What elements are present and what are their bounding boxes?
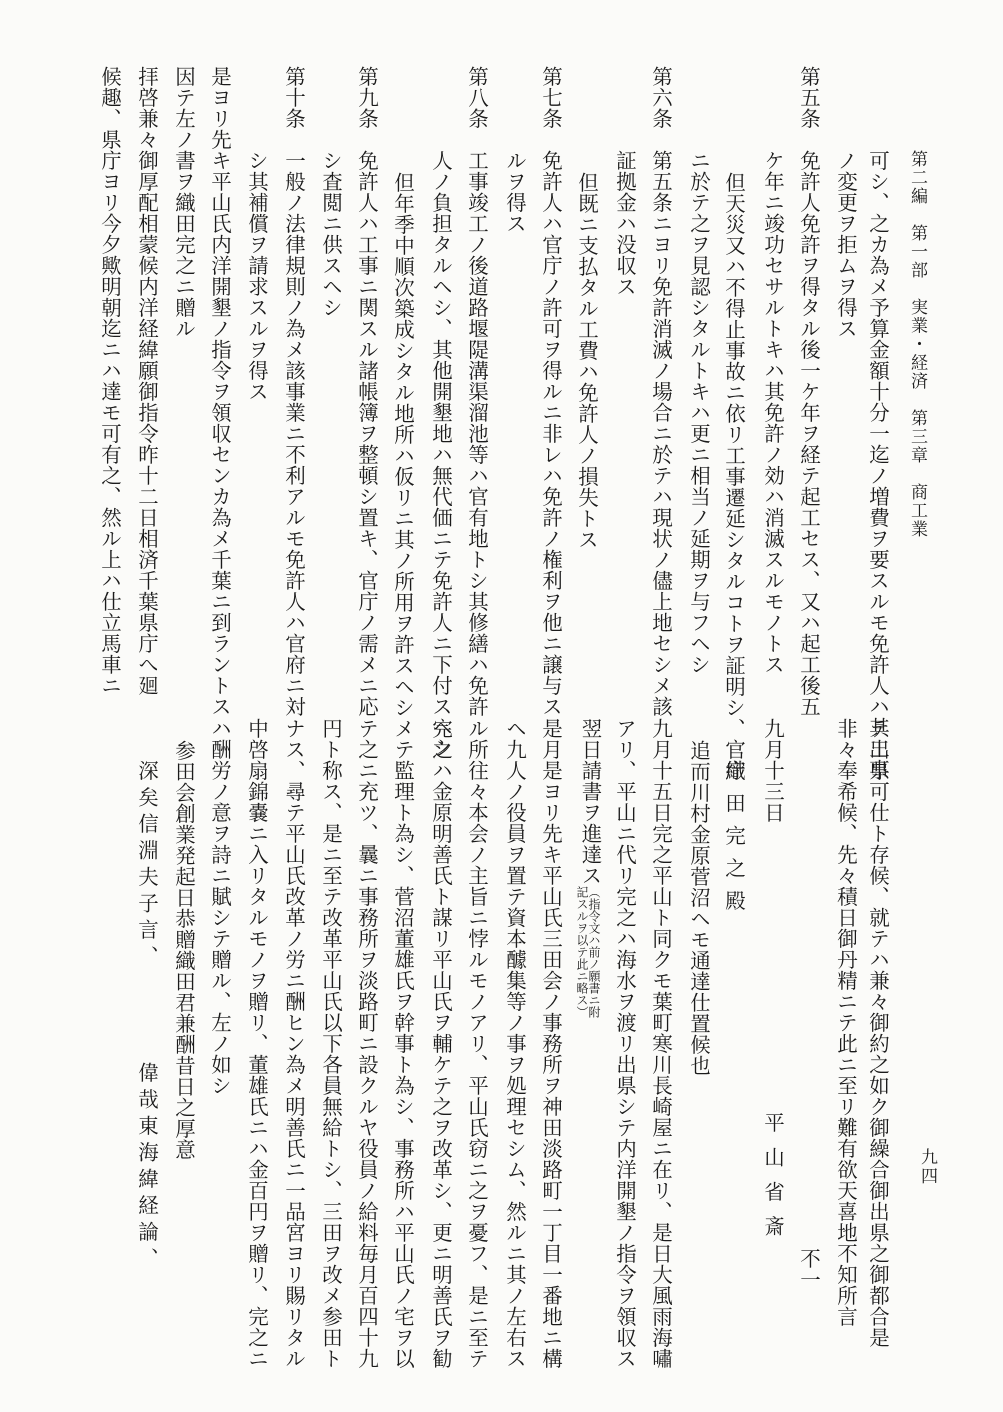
note-line-2: 記スルヲ以テ此ニ略ス）	[575, 886, 589, 1018]
upper-line-12: 第八条 工事竣工ノ後道路堰隄溝渠溜池等ハ官有地トシ其修繕ハ免許	[464, 66, 489, 717]
lower-line-22: 深矣信淵夫子言、	[134, 760, 159, 972]
lower-line-12: ヘ九人ノ役員ヲ置テ資本醵集等ノ事ヲ処理セシム、然ルニ其ノ左右ス	[502, 718, 527, 1369]
lower-line-16: テ之ニ充ツ、曩ニ事務所ヲ淡路町ニ設クルヤ役員ノ給料毎月百四十九	[354, 718, 379, 1369]
lower-line-7: 追而川村金原菅沼ヘモ通達仕置候也	[686, 740, 711, 1076]
upper-line-20: 因テ左ノ書ヲ織田完之ニ贈ル	[171, 66, 196, 339]
upper-line-11: ルヲ得ス	[502, 150, 527, 234]
upper-line-10: 第七条 免許人ハ官庁ノ許可ヲ得ルニ非レハ免許ノ権利ヲ他ニ譲与ス	[538, 66, 563, 717]
upper-line-18: シ其補償ヲ請求スルヲ得ス	[244, 150, 269, 402]
upper-line-9: 但既ニ支払タル工費ハ免許人ノ損失トス	[574, 172, 599, 550]
upper-line-19: 是ヨリ先キ平山氏内洋開墾ノ指令ヲ領収センカ為メ千葉ニ到ラントス	[207, 66, 232, 717]
upper-line-13: 人ノ負担タルヘシ、其他開墾地ハ無代価ニテ免許人ニ下付スヘシ	[428, 150, 453, 759]
upper-line-8: 証拠金ハ没収ス	[612, 150, 637, 297]
lower-line-19: 中啓扇錦嚢ニ入リタルモノヲ贈リ、董雄氏ニハ金百円ヲ贈リ、完之ニ	[244, 718, 269, 1369]
lower-line-14: 完之ハ金原明善氏ト謀リ平山氏ヲ輔ケテ之ヲ改革シ、更ニ明善氏ヲ勧	[428, 718, 453, 1369]
upper-line-1: 可シ、之カ為メ予算金額十分一迄ノ増費ヲ要スルモ免許人ハ其工事	[865, 150, 890, 780]
lower-line-6: 織田完之殿	[721, 760, 746, 923]
lower-line-10-text: 翌日請書ヲ進達ス	[578, 718, 602, 886]
upper-line-22: 候趣、県庁ヨリ今夕歟明朝迄ニハ達モ可有之、然ル上ハ仕立馬車ニ	[97, 66, 122, 696]
upper-line-16: シ査閲ニ供スヘシ	[318, 150, 343, 318]
upper-line-2: ノ変更ヲ拒ムヲ得ス	[833, 150, 858, 339]
lower-line-23: 偉哉東海緯経論、	[134, 1062, 159, 1274]
lower-line-5: 平山省斎	[760, 1112, 785, 1250]
upper-line-7: 第六条 第五条ニヨリ免許消滅ノ場合ニ於テハ現状ノ儘上地セシメ該	[648, 66, 673, 717]
lower-line-20: ハ酬労ノ意ヲ詩ニ賦シテ贈ル、左ノ如シ	[207, 718, 232, 1096]
lower-line-2: 非々奉希候、先々積日御丹精ニテ此ニ至リ難有欲天喜地不知所言	[833, 718, 858, 1327]
lower-line-15: メテ監理ト為シ、菅沼董雄氏ヲ幹事ト為シ、事務所ハ平山氏ノ宅ヲ以	[390, 718, 415, 1369]
lower-line-1: テ出県可仕ト存候、就テハ兼々御約之如ク御繰合御出県之御都合是	[865, 718, 890, 1348]
upper-line-3: 第五条 免許人免許ヲ得タル後一ケ年ヲ経テ起工セス、又ハ起工後五	[796, 66, 821, 717]
upper-line-21: 拝啓兼々御厚配相蒙候内洋経緯願御指令昨十二日相済千葉県庁へ廻	[134, 66, 159, 696]
upper-line-6: ニ於テ之ヲ見認シタルトキハ更ニ相当ノ延期ヲ与フヘシ	[686, 150, 711, 675]
running-title: 第二編 第一部 実業・経済 第三章 商工業	[907, 150, 927, 539]
lower-line-11: 是月是ヨリ先キ平山氏三田会ノ事務所ヲ神田淡路町一丁目一番地ニ構	[538, 718, 563, 1369]
lower-line-21: 参田会創業発起日恭贈織田君兼酬昔日之厚意	[171, 740, 196, 1160]
lower-line-17: 円ト称ス、是ニ至テ改革平山氏以下各員無給トシ、三田ヲ改メ参田ト	[318, 718, 343, 1369]
upper-line-4: ケ年ニ竣功セサルトキハ其免許ノ効ハ消滅スルモノトス	[760, 150, 785, 675]
lower-line-18: ナス、尋テ平山氏改革ノ労ニ酬ヒン為メ明善氏ニ一品宮ヨリ賜リタル	[281, 718, 306, 1369]
lower-line-8: 九月十五日完之平山ト同クモ葉町寒川長崎屋ニ在リ、是日大風雨海嘯	[648, 718, 673, 1369]
lower-line-3: 不一	[796, 1248, 821, 1290]
lower-line-10	[576, 718, 600, 1018]
upper-line-15: 第九条 免許人ハ工事ニ関スル諸帳簿ヲ整頓シ置キ、官庁ノ需メニ応	[354, 66, 379, 717]
upper-line-14: 但年季中順次築成シタル地所ハ仮リニ其ノ所用ヲ許スヘシ	[390, 172, 415, 718]
lower-line-13: ル所往々本会ノ主旨ニ悖ルモノアリ、平山氏窃ニ之ヲ憂フ、是ニ至テ	[464, 718, 489, 1369]
page-number: 九四	[917, 1148, 937, 1186]
page-divider	[0, 698, 1003, 700]
upper-line-17: 第十条 一般ノ法律規則ノ為メ該事業ニ不利アルモ免許人ハ官府ニ対	[281, 66, 306, 717]
note-line-1: （指令文ハ前ノ願書ニ附	[587, 886, 601, 1018]
upper-line-5: 但天災又ハ不得止事故ニ依リ工事遷延シタルコトヲ証明シ、官庁	[721, 172, 746, 781]
lower-line-9: アリ、平山ニ代リ完之ハ海水ヲ渡リ出県シテ内洋開墾ノ指令ヲ領収ス	[612, 718, 637, 1369]
interlinear-note	[576, 886, 600, 1018]
lower-line-4: 九月十三日	[760, 718, 785, 823]
